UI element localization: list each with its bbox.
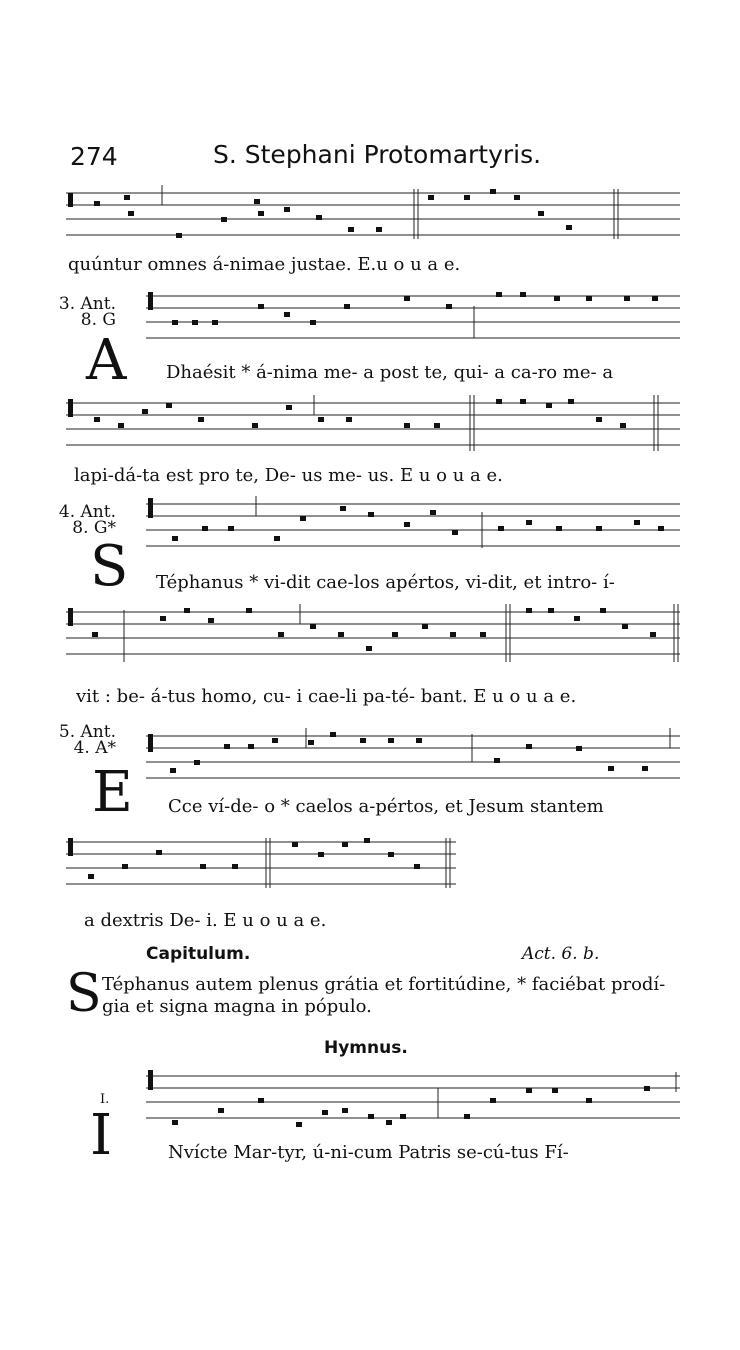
antiphon-4-label <box>42 504 116 536</box>
lyrics-line-4: Téphanus * vi-dit cae-los apértos, vi-dit, et intro- í- <box>156 572 615 593</box>
lyrics-line-6: Cce ví-de- o * caelos a-pértos, et Jesum stantem <box>168 796 604 817</box>
lyrics-line-5: vit : be- á-tus homo, cu- i cae-li pa-té- bant. E u o u a e. <box>76 686 577 707</box>
chant-staff-2 <box>146 288 680 348</box>
page-title: S. Stephani Protomartyris. <box>213 140 542 169</box>
hymn-lyrics: Nvícte Mar-tyr, ú-ni-cum Patris se-cú-tus Fí- <box>168 1142 569 1163</box>
antiphon-number: 3. Ant. <box>58 294 116 314</box>
antiphon-mode: 8. G* <box>72 518 116 538</box>
capitulum-line-1: Téphanus autem plenus grátia et fortitúdine, * faciébat prodí- <box>102 974 666 995</box>
chant-staff-4 <box>146 496 680 556</box>
lyrics-line-3: lapi-dá-ta est pro te, De- us me- us. E u o u a e. <box>74 465 503 486</box>
chant-staff-3 <box>66 395 680 455</box>
chant-staff-8 <box>146 1068 680 1128</box>
hymn-tone: I. <box>100 1092 110 1107</box>
chant-staff-6 <box>146 728 680 788</box>
page-number: 274 <box>70 142 118 171</box>
antiphon-mode: 8. G <box>80 310 116 330</box>
antiphon-number: 5. Ant. <box>58 722 116 742</box>
antiphon-3-label <box>42 296 116 328</box>
chant-staff-7 <box>66 834 466 898</box>
antiphon-number: 4. Ant. <box>58 502 116 522</box>
lyrics-line-2: Dhaésit * á-nima me- a post te, qui- a ca-ro me- a <box>166 362 614 383</box>
chant-staff-5 <box>66 604 680 664</box>
capitulum-line-2: gia et signa magna in pópulo. <box>102 996 372 1017</box>
drop-cap-a: A <box>86 328 127 393</box>
hymnus-heading: Hymnus. <box>324 1038 408 1058</box>
drop-cap-s: S <box>90 534 129 599</box>
scripture-reference: Act. 6. b. <box>522 944 600 964</box>
drop-cap-i: I <box>90 1103 113 1168</box>
chant-staff-1 <box>66 185 680 245</box>
drop-cap-capitulum: S <box>66 964 102 1024</box>
lyrics-line-7: a dextris De- i. E u o u a e. <box>84 910 327 931</box>
capitulum-heading: Capitulum. <box>146 944 251 964</box>
antiphon-mode: 4. A* <box>73 738 116 758</box>
antiphon-5-label <box>42 724 116 756</box>
lyrics-line-1: quúntur omnes á-nimae justae. E.u o u a e. <box>68 254 461 275</box>
drop-cap-e: E <box>92 760 133 825</box>
